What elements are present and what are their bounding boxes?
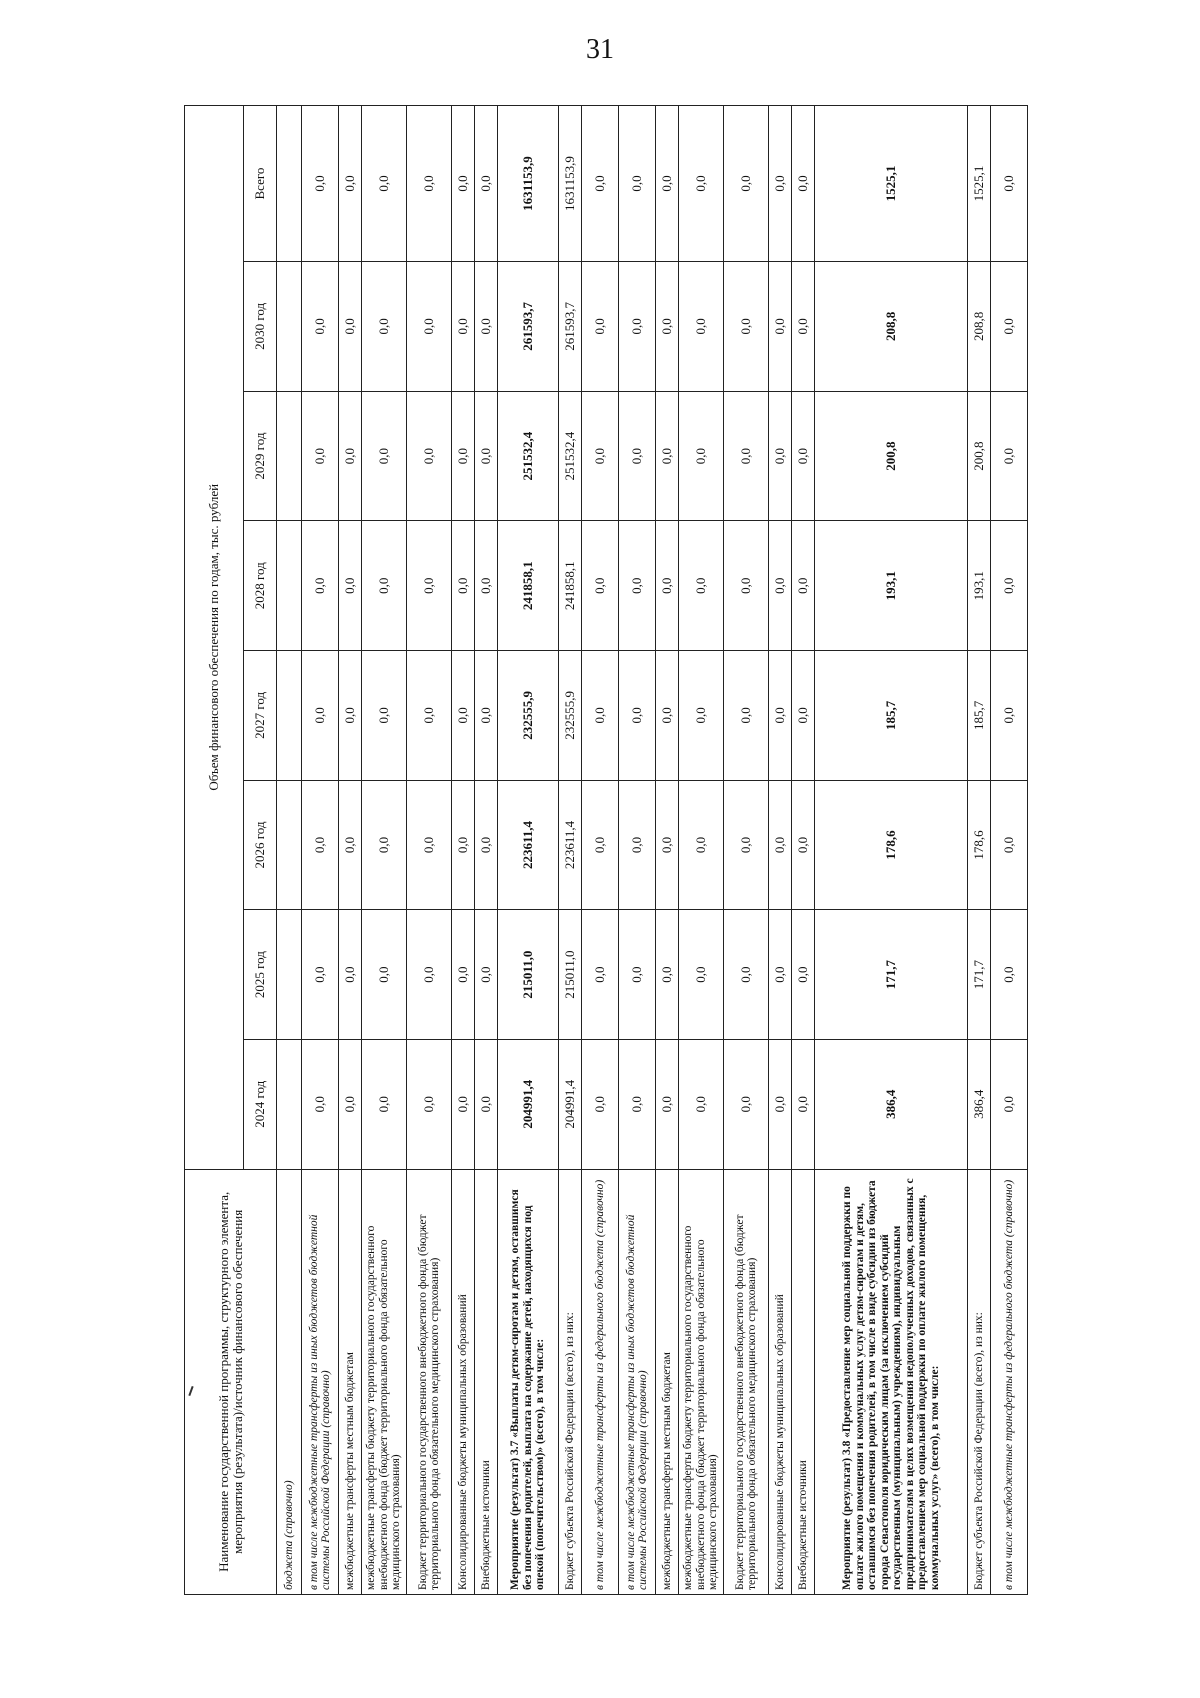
header-year: 2028 год xyxy=(244,521,277,651)
row-value-cell: 0,0 xyxy=(407,780,452,910)
row-name: Мероприятие (результат) 3.7 «Выплаты детям-сиротам и детям, оставшимся без попечения родителей, выплата на содержание детей, находящихся под опекой (попечительством)» (всего), в том числе: xyxy=(498,1169,559,1594)
row-value-cell: 251532,4 xyxy=(498,391,559,521)
row-value-cell: 0,0 xyxy=(679,780,724,910)
row-value-cell: 0,0 xyxy=(679,391,724,521)
row-name: Внебюджетные источники xyxy=(792,1169,815,1594)
row-value-cell: 261593,7 xyxy=(559,262,582,392)
row-name: межбюджетные трансферты бюджету территориального государственного внебюджетного фонда (бюджет территориального фонда обязательного медицинского страхования) xyxy=(679,1169,724,1594)
row-value-cell: 0,0 xyxy=(656,780,679,910)
row-value-cell: 0,0 xyxy=(475,521,498,651)
row-total-cell: 0,0 xyxy=(656,106,679,262)
row-value-cell: 0,0 xyxy=(582,521,619,651)
row-value-cell: 0,0 xyxy=(362,521,407,651)
row-value-cell: 0,0 xyxy=(656,651,679,781)
row-total-cell xyxy=(277,106,302,262)
table-row xyxy=(302,106,339,1595)
row-value-cell: 200,8 xyxy=(815,391,968,521)
row-value-cell: 0,0 xyxy=(362,910,407,1040)
row-value-cell: 0,0 xyxy=(656,910,679,1040)
header-year: 2026 год xyxy=(244,780,277,910)
table-row xyxy=(407,106,452,1595)
rotated-table-wrapper xyxy=(184,105,1116,1595)
row-value-cell: 171,7 xyxy=(968,910,991,1040)
row-value-cell: 0,0 xyxy=(582,651,619,781)
row-value-cell: 241858,1 xyxy=(498,521,559,651)
row-value-cell: 0,0 xyxy=(619,391,656,521)
row-value-cell: 204991,4 xyxy=(559,1039,582,1169)
header-year: 2025 год xyxy=(244,910,277,1040)
table-row xyxy=(452,106,475,1595)
row-value-cell: 0,0 xyxy=(724,910,769,1040)
row-value-cell: 208,8 xyxy=(815,262,968,392)
row-value-cell: 0,0 xyxy=(475,780,498,910)
table-row xyxy=(475,106,498,1595)
row-value-cell: 0,0 xyxy=(619,651,656,781)
row-value-cell: 0,0 xyxy=(475,391,498,521)
row-total-cell: 0,0 xyxy=(407,106,452,262)
row-value-cell: 0,0 xyxy=(724,780,769,910)
row-value-cell: 0,0 xyxy=(407,262,452,392)
row-value-cell: 0,0 xyxy=(302,780,339,910)
row-value-cell: 0,0 xyxy=(679,1039,724,1169)
table-row xyxy=(277,106,302,1595)
row-value-cell: 223611,4 xyxy=(559,780,582,910)
row-value-cell: 0,0 xyxy=(362,1039,407,1169)
row-value-cell: 0,0 xyxy=(475,1039,498,1169)
row-value-cell: 0,0 xyxy=(792,262,815,392)
row-value-cell: 0,0 xyxy=(656,391,679,521)
row-name: Бюджет территориального государственного внебюджетного фонда (бюджет территориального фонда обязательного медицинского страхования) xyxy=(724,1169,769,1594)
row-value-cell: 0,0 xyxy=(302,651,339,781)
row-value-cell: 0,0 xyxy=(656,1039,679,1169)
row-value-cell: 241858,1 xyxy=(559,521,582,651)
header-year: 2027 год xyxy=(244,651,277,781)
row-value-cell: 0,0 xyxy=(792,780,815,910)
row-total-cell: 0,0 xyxy=(475,106,498,262)
row-total-cell: 0,0 xyxy=(582,106,619,262)
row-value-cell: 0,0 xyxy=(302,521,339,651)
row-value-cell: 0,0 xyxy=(452,262,475,392)
row-total-cell: 0,0 xyxy=(991,106,1028,262)
table-row xyxy=(724,106,769,1595)
row-value-cell: 0,0 xyxy=(656,521,679,651)
row-name: Консолидированные бюджеты муниципальных образований xyxy=(452,1169,475,1594)
row-value-cell: 0,0 xyxy=(339,391,362,521)
table-row xyxy=(582,106,619,1595)
row-value-cell: 0,0 xyxy=(362,262,407,392)
row-value-cell: 0,0 xyxy=(724,391,769,521)
row-total-cell: 1525,1 xyxy=(968,106,991,262)
row-value-cell: 0,0 xyxy=(339,910,362,1040)
row-value-cell: 0,0 xyxy=(792,1039,815,1169)
row-value-cell: 223611,4 xyxy=(498,780,559,910)
row-value-cell: 0,0 xyxy=(475,910,498,1040)
row-name: межбюджетные трансферты бюджету территориального государственного внебюджетного фонда (бюджет территориального фонда обязательного медицинского страхования) xyxy=(362,1169,407,1594)
row-value-cell: 0,0 xyxy=(339,521,362,651)
row-value-cell: 204991,4 xyxy=(498,1039,559,1169)
row-total-cell: 1631153,9 xyxy=(498,106,559,262)
row-value-cell: 386,4 xyxy=(968,1039,991,1169)
row-value-cell: 0,0 xyxy=(407,910,452,1040)
row-value-cell: 0,0 xyxy=(724,521,769,651)
row-value-cell: 0,0 xyxy=(991,910,1028,1040)
table-row xyxy=(679,106,724,1595)
row-name: Бюджет субъекта Российской Федерации (всего), из них: xyxy=(968,1169,991,1594)
table-row xyxy=(968,106,991,1595)
row-value-cell: 0,0 xyxy=(362,651,407,781)
table-row xyxy=(498,106,559,1595)
row-value-cell: 0,0 xyxy=(991,1039,1028,1169)
row-value-cell: 0,0 xyxy=(475,262,498,392)
row-value-cell: 0,0 xyxy=(302,262,339,392)
row-name: Бюджет территориального государственного внебюджетного фонда (бюджет территориального фонда обязательного медицинского страхования) xyxy=(407,1169,452,1594)
row-value-cell: 0,0 xyxy=(991,262,1028,392)
row-value-cell xyxy=(277,1039,302,1169)
row-value-cell: 0,0 xyxy=(452,780,475,910)
row-value-cell: 0,0 xyxy=(991,391,1028,521)
row-name: в том числе межбюджетные трансферты из федерального бюджета (справочно) xyxy=(991,1169,1028,1594)
row-value-cell: 0,0 xyxy=(991,651,1028,781)
row-value-cell: 0,0 xyxy=(339,651,362,781)
row-name: бюджета (справочно) xyxy=(277,1169,302,1594)
table-row xyxy=(792,106,815,1595)
row-value-cell: 0,0 xyxy=(792,521,815,651)
row-value-cell: 185,7 xyxy=(968,651,991,781)
row-value-cell: 0,0 xyxy=(452,910,475,1040)
row-value-cell: 200,8 xyxy=(968,391,991,521)
row-value-cell: 0,0 xyxy=(679,521,724,651)
table-row xyxy=(362,106,407,1595)
row-value-cell: 0,0 xyxy=(724,262,769,392)
row-value-cell: 0,0 xyxy=(407,391,452,521)
table-row xyxy=(656,106,679,1595)
row-value-cell: 0,0 xyxy=(582,1039,619,1169)
row-value-cell: 0,0 xyxy=(339,1039,362,1169)
finance-table xyxy=(184,105,1028,1595)
row-value-cell: 0,0 xyxy=(679,910,724,1040)
row-value-cell: 0,0 xyxy=(724,1039,769,1169)
row-value-cell: 193,1 xyxy=(968,521,991,651)
row-value-cell: 0,0 xyxy=(362,391,407,521)
row-value-cell: 0,0 xyxy=(302,910,339,1040)
row-value-cell: 215011,0 xyxy=(559,910,582,1040)
row-name: Внебюджетные источники xyxy=(475,1169,498,1594)
row-value-cell: 0,0 xyxy=(302,1039,339,1169)
row-name: в том числе межбюджетные трансферты из федерального бюджета (справочно) xyxy=(582,1169,619,1594)
row-value-cell xyxy=(277,521,302,651)
row-value-cell: 178,6 xyxy=(815,780,968,910)
row-value-cell: 0,0 xyxy=(792,391,815,521)
row-value-cell: 0,0 xyxy=(679,262,724,392)
row-name: Бюджет субъекта Российской Федерации (всего), из них: xyxy=(559,1169,582,1594)
row-value-cell: 261593,7 xyxy=(498,262,559,392)
header-year: 2030 год xyxy=(244,262,277,392)
row-value-cell: 0,0 xyxy=(792,910,815,1040)
row-value-cell: 0,0 xyxy=(582,262,619,392)
row-value-cell: 208,8 xyxy=(968,262,991,392)
row-name: в том числе межбюджетные трансферты из иных бюджетов бюджетной системы Российской Федерации (справочно) xyxy=(619,1169,656,1594)
row-value-cell xyxy=(277,780,302,910)
row-value-cell: 0,0 xyxy=(769,1039,792,1169)
row-value-cell: 0,0 xyxy=(407,651,452,781)
row-name: Мероприятие (результат) 3.8 «Предоставление мер социальной поддержки по оплате жилого помещения и коммунальных услуг детям-сиротам и детям, оставшимся без попечения родителей, в том числе в виде субсидии из бюджета города Севастополя юридическим лицам (за исключением субсидий государственным (муниципальным) учреждениям), индивидуальным предпринимателям в целях возмещения недополученных доходов, связанных с предоставлением мер социальной поддержки по оплате жилого помещения, коммунальных услуг» (всего), в том числе: xyxy=(815,1169,968,1594)
row-value-cell: 0,0 xyxy=(792,651,815,781)
row-value-cell: 0,0 xyxy=(362,780,407,910)
row-value-cell: 0,0 xyxy=(452,1039,475,1169)
row-value-cell: 0,0 xyxy=(619,262,656,392)
row-total-cell: 1525,1 xyxy=(815,106,968,262)
row-value-cell: 0,0 xyxy=(769,780,792,910)
row-value-cell: 0,0 xyxy=(582,910,619,1040)
row-value-cell xyxy=(277,651,302,781)
row-value-cell: 171,7 xyxy=(815,910,968,1040)
row-value-cell: 0,0 xyxy=(619,521,656,651)
row-value-cell: 185,7 xyxy=(815,651,968,781)
table-row xyxy=(991,106,1028,1595)
table-body xyxy=(277,106,1028,1595)
row-value-cell: 0,0 xyxy=(619,780,656,910)
row-value-cell: 0,0 xyxy=(619,910,656,1040)
row-value-cell: 0,0 xyxy=(724,651,769,781)
row-total-cell: 0,0 xyxy=(452,106,475,262)
row-value-cell: 178,6 xyxy=(968,780,991,910)
row-value-cell: 0,0 xyxy=(582,780,619,910)
row-value-cell: 0,0 xyxy=(679,651,724,781)
row-value-cell: 0,0 xyxy=(582,391,619,521)
row-value-cell: 0,0 xyxy=(769,910,792,1040)
row-value-cell xyxy=(277,262,302,392)
row-total-cell: 0,0 xyxy=(362,106,407,262)
table-row xyxy=(339,106,362,1595)
row-total-cell: 0,0 xyxy=(724,106,769,262)
row-total-cell: 0,0 xyxy=(679,106,724,262)
row-total-cell: 0,0 xyxy=(339,106,362,262)
row-value-cell: 0,0 xyxy=(656,262,679,392)
row-value-cell: 251532,4 xyxy=(559,391,582,521)
header-year: 2029 год xyxy=(244,391,277,521)
row-value-cell: 0,0 xyxy=(475,651,498,781)
row-name: Консолидированные бюджеты муниципальных образований xyxy=(769,1169,792,1594)
row-name: межбюджетные трансферты местным бюджетам xyxy=(339,1169,362,1594)
row-name: в том числе межбюджетные трансферты из иных бюджетов бюджетной системы Российской Федерации (справочно) xyxy=(302,1169,339,1594)
row-value-cell: 215011,0 xyxy=(498,910,559,1040)
row-value-cell: 232555,9 xyxy=(498,651,559,781)
header-year: 2024 год xyxy=(244,1039,277,1169)
row-value-cell xyxy=(277,391,302,521)
row-total-cell: 0,0 xyxy=(619,106,656,262)
row-value-cell: 0,0 xyxy=(769,651,792,781)
page-number: 31 xyxy=(586,34,614,65)
row-value-cell: 0,0 xyxy=(339,780,362,910)
row-value-cell: 232555,9 xyxy=(559,651,582,781)
table-row xyxy=(769,106,792,1595)
header-group: Объем финансового обеспечения по годам, тыс. рублей xyxy=(185,106,244,1170)
row-value-cell: 0,0 xyxy=(452,651,475,781)
row-total-cell: 0,0 xyxy=(769,106,792,262)
row-value-cell: 0,0 xyxy=(619,1039,656,1169)
header-name: Наименование государственной программы, структурного элемента, мероприятия (результата)/источник финансового обеспечения xyxy=(185,1169,277,1594)
table-row xyxy=(619,106,656,1595)
row-value-cell: 0,0 xyxy=(302,391,339,521)
table-row xyxy=(559,106,582,1595)
row-value-cell: 0,0 xyxy=(769,521,792,651)
row-value-cell xyxy=(277,910,302,1040)
row-name: межбюджетные трансферты местным бюджетам xyxy=(656,1169,679,1594)
row-value-cell: 0,0 xyxy=(452,521,475,651)
row-value-cell: 0,0 xyxy=(339,262,362,392)
header-total: Всего xyxy=(244,106,277,262)
table-row xyxy=(815,106,968,1595)
row-value-cell: 0,0 xyxy=(407,521,452,651)
row-value-cell: 193,1 xyxy=(815,521,968,651)
row-value-cell: 0,0 xyxy=(769,391,792,521)
row-total-cell: 1631153,9 xyxy=(559,106,582,262)
row-value-cell: 0,0 xyxy=(769,262,792,392)
row-value-cell: 0,0 xyxy=(407,1039,452,1169)
row-value-cell: 0,0 xyxy=(452,391,475,521)
row-total-cell: 0,0 xyxy=(302,106,339,262)
row-value-cell: 0,0 xyxy=(991,780,1028,910)
row-total-cell: 0,0 xyxy=(792,106,815,262)
row-value-cell: 386,4 xyxy=(815,1039,968,1169)
row-value-cell: 0,0 xyxy=(991,521,1028,651)
